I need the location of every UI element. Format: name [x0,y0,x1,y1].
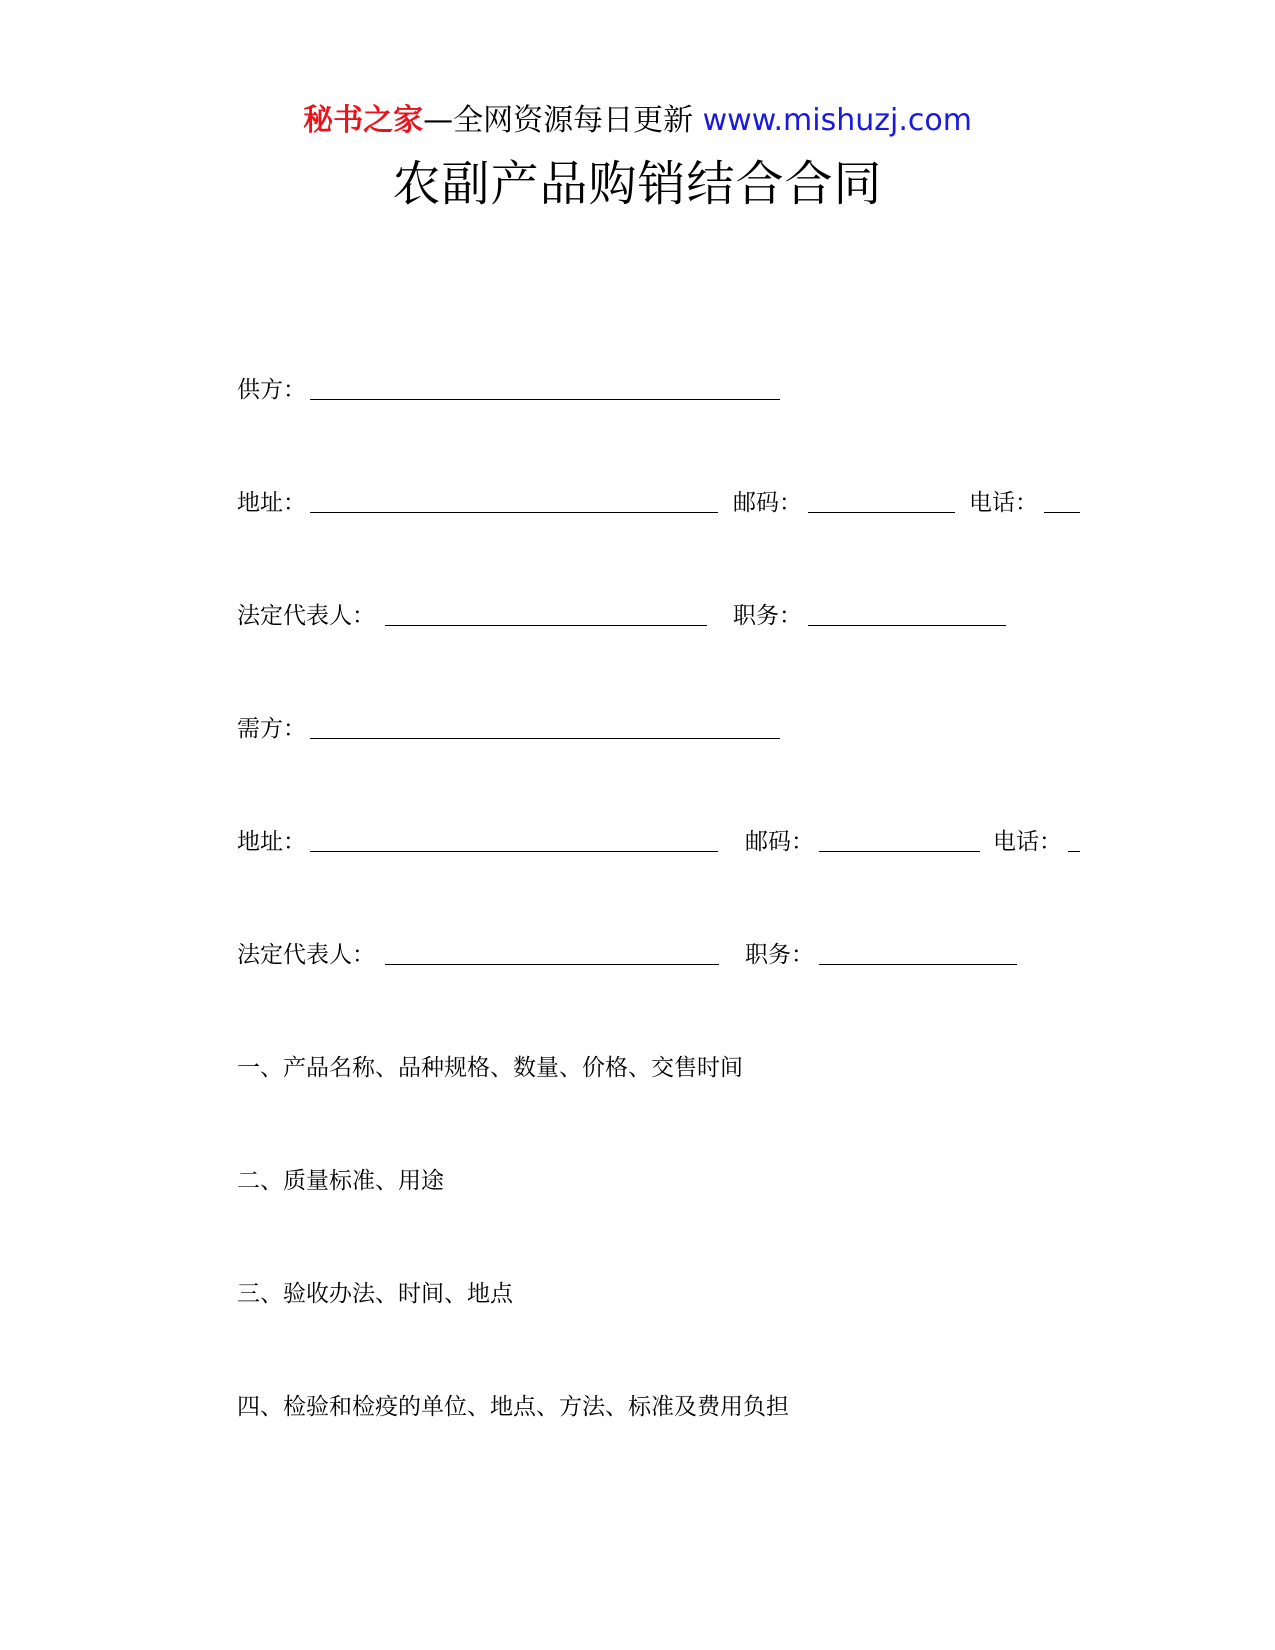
supplier-rep-label: 法定代表人： [237,603,375,629]
buyer-address-label: 地址： [237,829,306,855]
brand-name: 秘书之家 [303,103,424,138]
supplier-address-blank[interactable] [310,512,718,513]
supplier-address-label: 地址： [237,490,306,516]
supplier-party-label: 供方： [237,377,306,403]
buyer-rep-blank[interactable] [385,964,719,965]
site-url-link[interactable]: www.mishuzj.com [702,103,972,138]
document-title: 农副产品购销结合合同 [392,156,883,212]
section-heading-4: 四、检验和检疫的单位、地点、方法、标准及费用负担 [237,1394,789,1420]
supplier-position-label: 职务： [733,603,802,629]
buyer-position-blank[interactable] [819,964,1017,965]
supplier-zip-blank[interactable] [808,512,955,513]
section-heading-3: 三、验收办法、时间、地点 [237,1281,513,1307]
section-heading-2: 二、质量标准、用途 [237,1168,444,1194]
supplier-party-blank[interactable] [310,399,780,400]
supplier-phone-blank[interactable] [1044,512,1080,513]
supplier-position-blank[interactable] [808,625,1006,626]
buyer-address-blank[interactable] [310,851,718,852]
supplier-zip-label: 邮码： [733,490,802,516]
site-banner [0,101,1275,141]
banner-slogan: —全网资源每日更新 [423,103,694,138]
buyer-position-label: 职务： [745,942,814,968]
section-heading-1: 一、产品名称、品种规格、数量、价格、交售时间 [237,1055,743,1081]
buyer-phone-label: 电话： [993,829,1062,855]
supplier-phone-label: 电话： [969,490,1038,516]
buyer-rep-label: 法定代表人： [237,942,375,968]
buyer-party-label: 需方： [237,716,306,742]
buyer-zip-label: 邮码： [745,829,814,855]
buyer-phone-blank[interactable] [1068,851,1080,852]
buyer-party-blank[interactable] [310,738,780,739]
buyer-zip-blank[interactable] [819,851,980,852]
supplier-rep-blank[interactable] [385,625,707,626]
